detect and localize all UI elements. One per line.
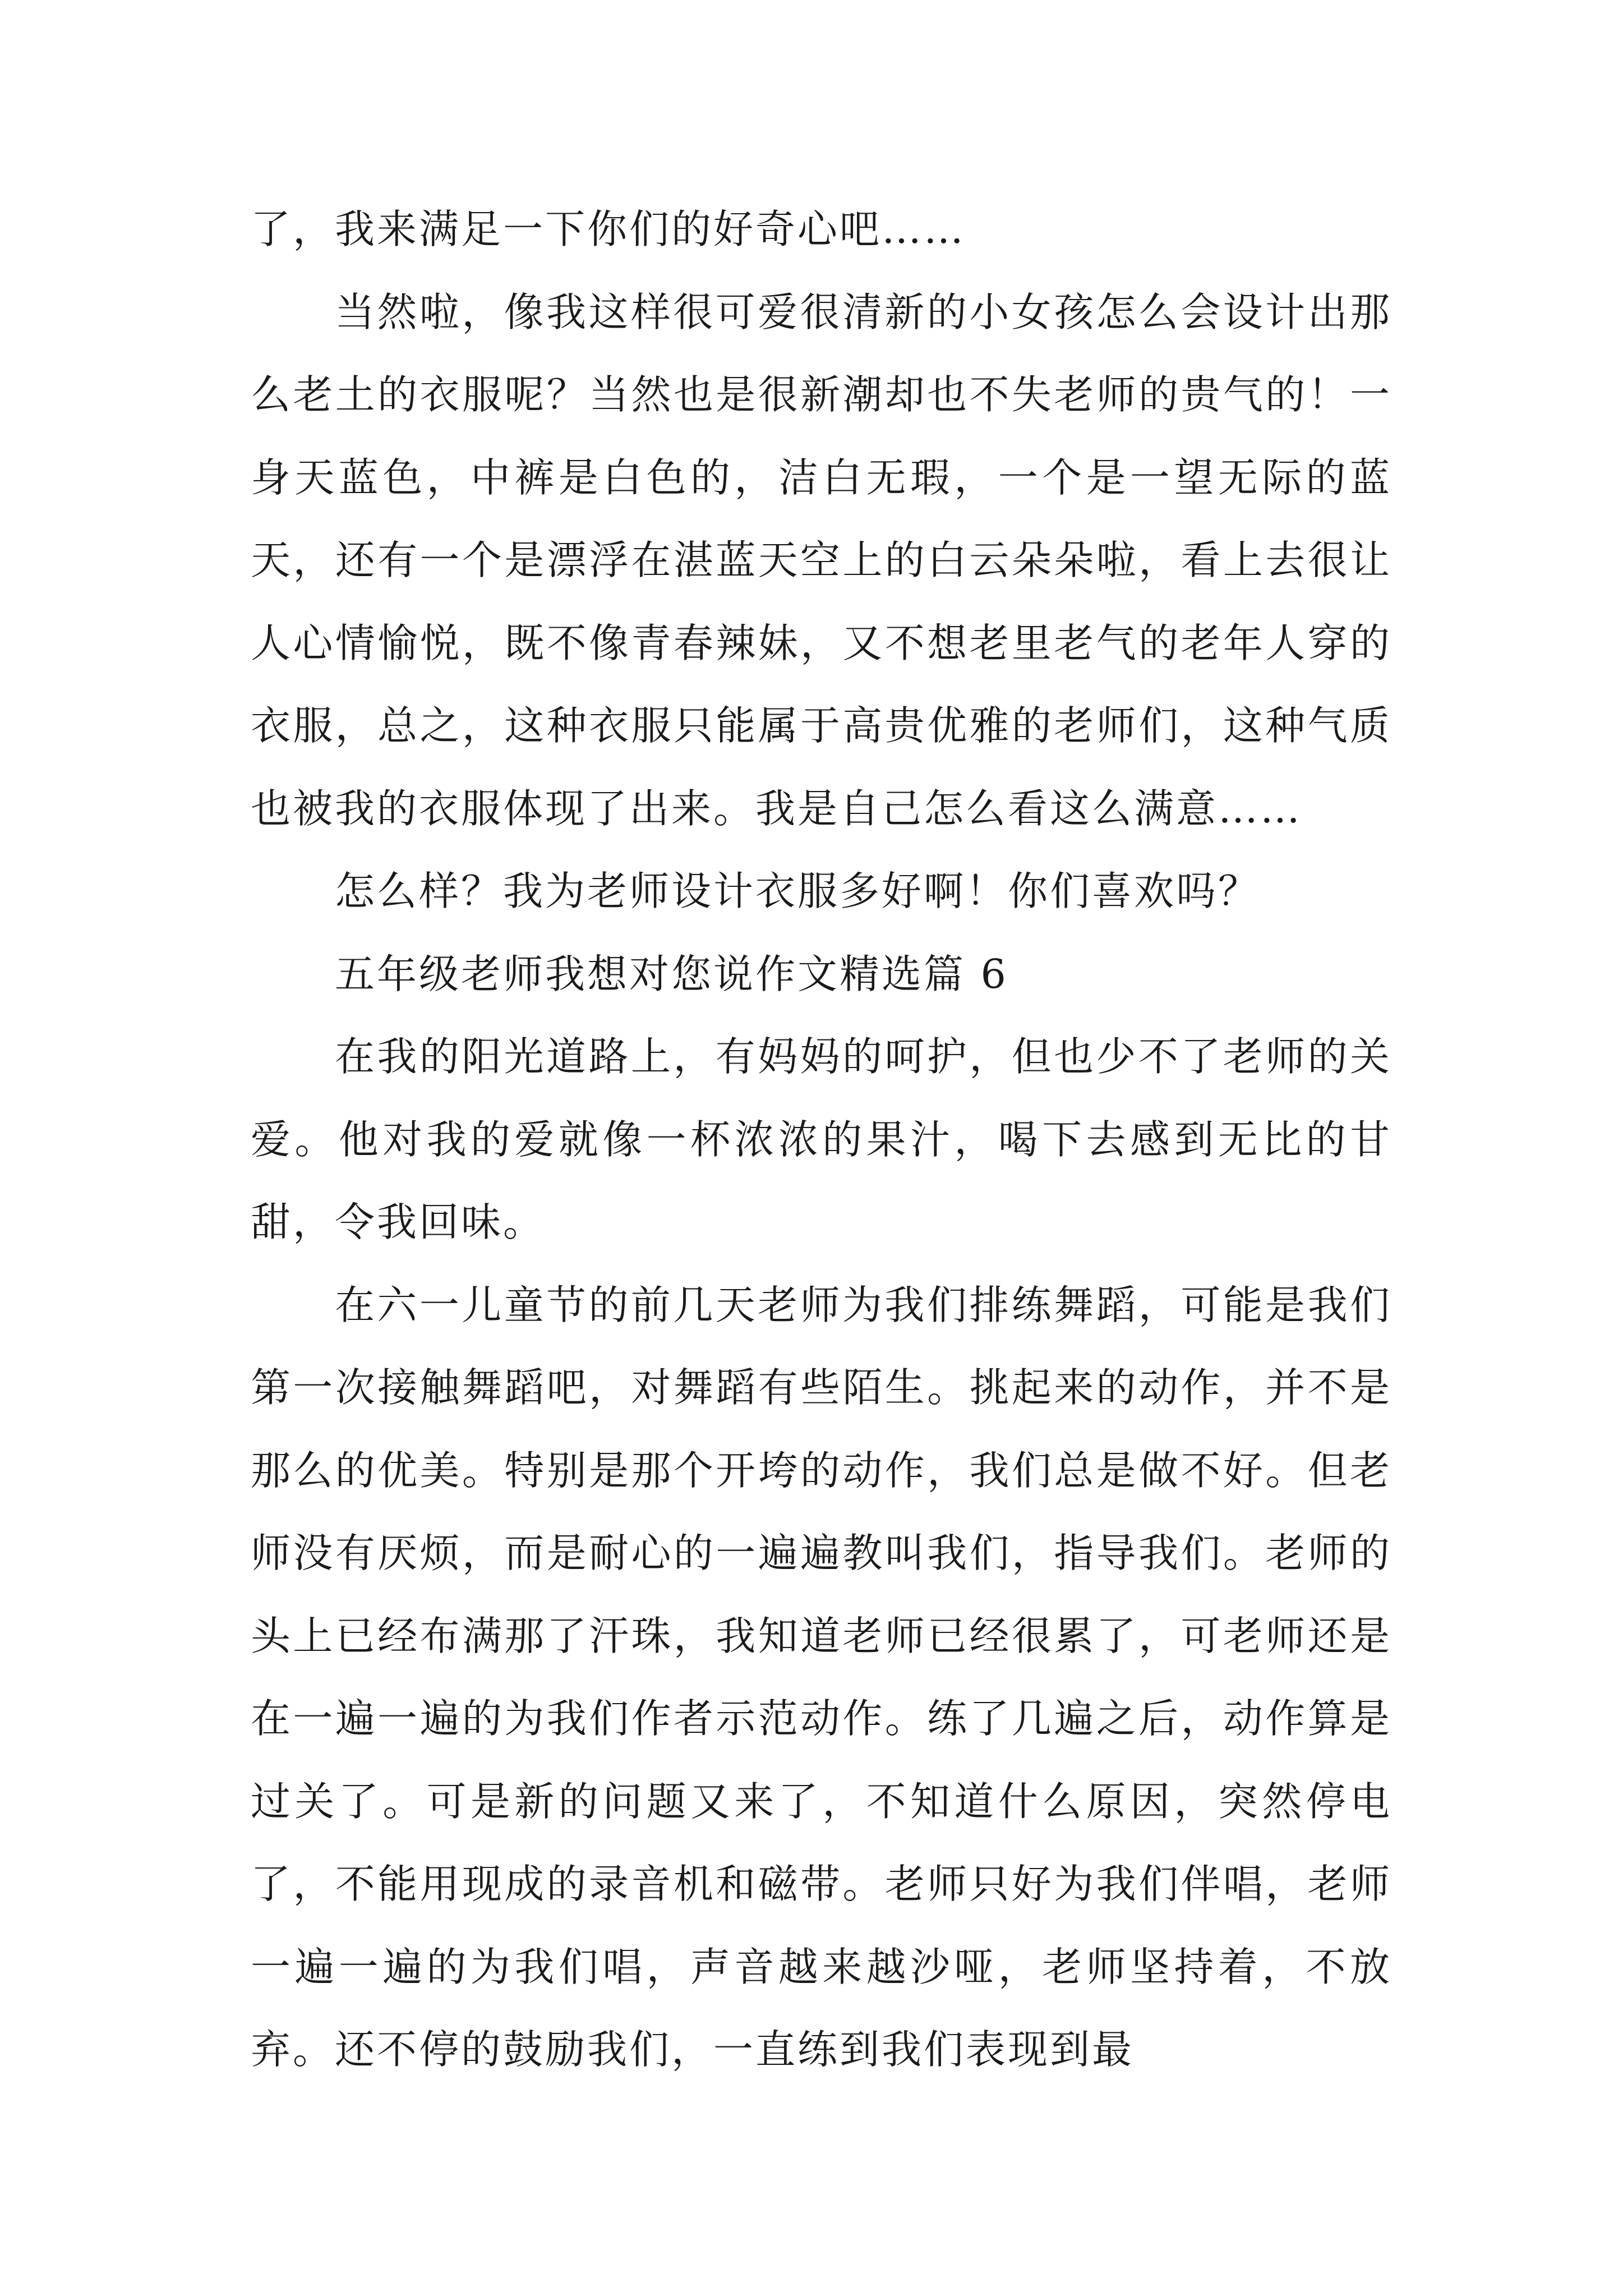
paragraph-continuation: 了，我来满足一下你们的好奇心吧…… bbox=[251, 206, 966, 252]
body-text bbox=[251, 188, 1392, 2091]
paragraph-dance-rehearsal: 在六一儿童节的前几天老师为我们排练舞蹈，可能是我们第一次接触舞蹈吧，对舞蹈有些陌生。挑起来的动作，并不是那么的优美。特别是那个开垮的动作，我们总是做不好。但老师没有厌烦，而是耐心的一遍遍教叫我们，指导我们。老师的头上已经布满那了汗珠，我知道老师已经很累了，可老师还是在一遍一遍的为我们作者示范动作。练了几遍之后，动作算是过关了。可是新的问题又来了，不知道什么原因，突然停电了，不能用现成的录音机和磁带。老师只好为我们伴唱，老师一遍一遍的为我们唱，声音越来越沙哑，老师坚持着，不放弃。还不停的鼓励我们，一直练到我们表现到最 bbox=[251, 1281, 1392, 2073]
paragraph-teacher-care: 在我的阳光道路上，有妈妈的呵护，但也少不了老师的关爱。他对我的爱就像一杯浓浓的果汁，喝下去感到无比的甘甜，令我回味。 bbox=[251, 1033, 1392, 1245]
paragraph-question: 怎么样？我为老师设计衣服多好啊！你们喜欢吗？ bbox=[335, 868, 1261, 914]
paragraph-clothing-description: 当然啦，像我这样很可爱很清新的小女孩怎么会设计出那么老土的衣服呢？当然也是很新潮却也不失老师的贵气的！一身天蓝色，中裤是白色的，洁白无瑕，一个是一望无际的蓝天，还有一个是漂浮在湛蓝天空上的白云朵朵啦，看上去很让人心情愉悦，既不像青春辣妹，又不想老里老气的老年人穿的衣服，总之，这种衣服只能属于高贵优雅的老师们，这种气质也被我的衣服体现了出来。我是自己怎么看这么满意…… bbox=[251, 288, 1392, 832]
section-heading: 五年级老师我想对您说作文精选篇 6 bbox=[335, 950, 1008, 997]
